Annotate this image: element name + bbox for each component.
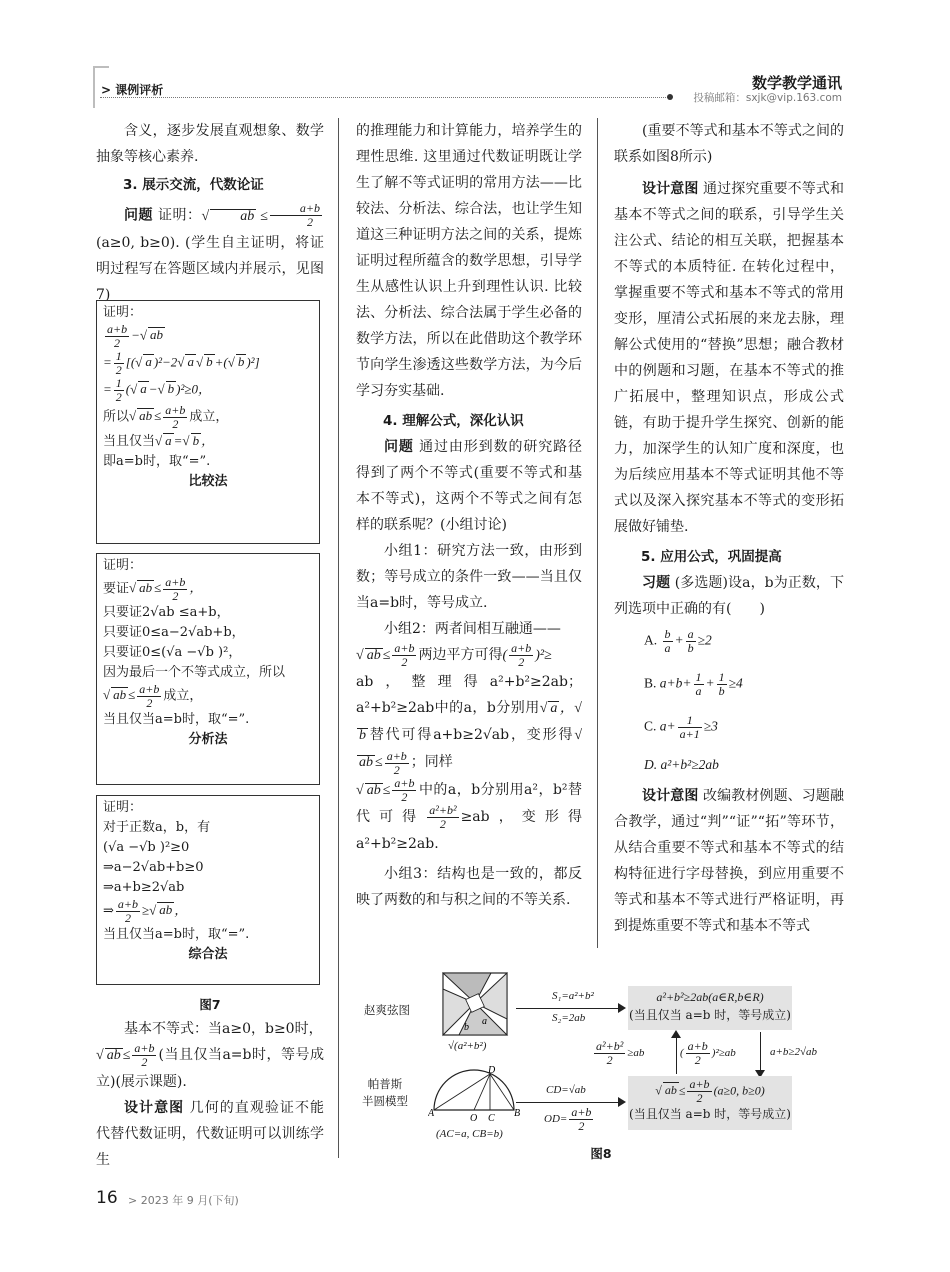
proof-box-comparison: 证明： $\frac{a+b}{2}$ −√ ab = $\frac{1}{2}$ [(√ a )²−2√ a √ b +(√ b )²] = $\frac{1}{2}$ (√ a −√ b )²≥0， 所以√ ab ≤ $\frac{a+b}{2}$ 成立， 当且仅当√ a =√ b ， 即a=b时，取“=”. 比较法 xyxy=(96,300,320,544)
issue-date: > 2023 年 9 月(下旬) xyxy=(128,1194,239,1207)
header-rule-dot xyxy=(667,94,673,100)
svg-text:O: O xyxy=(470,1113,478,1122)
top-arrow-head xyxy=(618,1003,626,1013)
bottom-arrow xyxy=(516,1102,620,1103)
section-4-title: 4. 理解公式，深化认识 xyxy=(383,413,524,429)
svg-text:A: A xyxy=(428,1108,435,1119)
option-d: D. a²+b²≥2ab xyxy=(644,757,719,772)
svg-text:B: B xyxy=(514,1108,521,1119)
intro-text: 含义，逐步发展直观想象、数学抽象等核心素养. xyxy=(96,123,324,165)
problem-label: 问题 xyxy=(124,207,154,224)
middle-transform: ( $\frac{a+b}{2}$ )²≥ab xyxy=(680,1039,736,1067)
column-divider-2 xyxy=(597,118,598,948)
up-arrow-shaft xyxy=(676,1036,677,1074)
basic-inequality-box: √ ab ≤ $\frac{a+b}{2}$ (a≥0, b≥0) (当且仅当 a=b 时，等号成立) xyxy=(628,1076,792,1130)
od-label: OD= $\frac{a+b}{2}$ xyxy=(544,1105,592,1133)
right-transform: a+b≥2√ab xyxy=(770,1046,817,1058)
figure-7-caption: 图7 xyxy=(199,997,221,1012)
submission-email: 投稿邮箱：sxjk@vip.163.com xyxy=(693,92,842,104)
left-transform: $\frac{\text{a²+b²}}{2}$ ≥ab xyxy=(596,1039,645,1067)
svg-text:C: C xyxy=(488,1113,495,1122)
column-3: (重要不等式和基本不等式之间的联系如图8所示) 设计意图 通过探究重要不等式和基本不等式之间的联系，引导学生关注公式、结论的相互关联，把握基本不等式的本质特征. 在转化过程中，掌握重要不等式和基本不等式的常用变形，厘清公式拓展的来龙去脉，理解公式使用的“替换”思想；融合教材中的例题和习题，在基本不等式的推广拓展中，整理知识点，形成公式链，有助于提升学生探究、创新的能力，加深学生的认知广度和深度，也为后续应用基本不等式证明其他不等式以及深入探究基本不等式的变形拓展做好铺垫. 5. 应用公式，巩固提高 习题 (多选题)设a，b为正数，下列选项中正确的有( ) A. $\frac{b}{a}$ + $\frac{a}{b}$ ≥2 B. a+b+ $\frac{1}{a}$ + $\frac{1}{b}$ ≥4 C. a+ $\frac{1}{a+1}$ ≥3 D. a²+b²≥2ab 设计意图 改编教材例题、习题融合教学，通过“判”“证”“拓”等环节，从结合重要不等式和基本不等式的结构特征进行字母替换，到应用重要不等式和基本不等式进行严格证明，再到提炼重要不等式和基本不等式 xyxy=(614,123,845,934)
design-intent-label-1: 设计意图 xyxy=(124,1100,185,1117)
s1-label: S₁=a²+b² xyxy=(552,990,594,1002)
header-column-label: > 课例评析 xyxy=(101,83,164,97)
box1-caption: 比较法 xyxy=(188,474,228,489)
zhao-side-label: √(a²+b²) xyxy=(448,1040,487,1052)
column-1 xyxy=(96,118,324,308)
option-a: A. $\frac{b}{a}$ + $\frac{a}{b}$ ≥2 xyxy=(644,627,712,655)
journal-title: 数学教学通讯 xyxy=(751,74,842,92)
exercise-label: 习题 xyxy=(642,575,671,591)
svg-text:D: D xyxy=(488,1066,496,1076)
column-2: 的推理能力和计算能力，培养学生的理性思维. 这里通过代数证明既让学生了解不等式证明的常用方法——比较法、分析法、综合法，也让学生知道这三种证明方法之间的关系，提炼证明过程所蕴含的数学思想，引导学生从感性认识上升到理性认识. 比较法、分析法、综合法属于学生必备的数学方法，所以在此借助这个教学环节向学生渗透这些数学方法，为今后学习夯实基础. 4. 理解公式，深化认识 问题 通过由形到数的研究路径得到了两个不等式(重要不等式和基本不等式)，这两个不等式之间有怎样的联系呢？(小组讨论) 小组1：研究方法一致，由形到数；等号成立的条件一致——当且仅当a=b时，等号成立. 小组2：两者间相互融通—— √ ab ≤ $\frac{a+b}{2}$ 两边平方可得( $\frac{a+b}{2}$ )²≥ ab，整理得a²+b²≥2ab；a²+b²≥2ab中的a，b分别用√ a ，√b 替代可得a+b≥2√ab，变形得√ab ≤ $\frac{a+b}{2}$ ；同样 √ ab ≤ $\frac{a+b}{2}$ 中的a，b分别用a²，b²替代可得 $\frac{\text{a²+b²}}{2}$ ≥ab，变形得a²+b²≥2ab. 小组3：结构也是一致的，都反映了两数的和与积之间的不等关系. xyxy=(356,123,583,909)
svg-text:b: b xyxy=(464,1022,469,1033)
problem-statement: 问题 证明：√ ab ≤ $\frac{a+b}{2}$ (a≥0, b≥0). (学生自主证明，将证明过程写在答题区域内并展示，见图7) xyxy=(96,201,324,303)
up-arrow-head xyxy=(671,1030,681,1038)
proof-box-analysis: 证明： 要证√ ab ≤ $\frac{a+b}{2}$ ， 只要证2√ab ≤a+b， 只要证0≤a−2√ab+b， 只要证0≤(√a −√b )²， 因为最后一个不等式成立，所以 √ ab ≤ $\frac{a+b}{2}$ 成立， 当且仅当a=b时，取“=”. 分析法 xyxy=(96,553,320,785)
top-arrow xyxy=(516,1008,620,1009)
label-pappus: 帕普斯 半圆模型 xyxy=(362,1077,408,1108)
important-inequality-box: a²+b²≥2ab(a∈R,b∈R) (当且仅当 a=b 时，等号成立) xyxy=(628,986,792,1030)
s2-label: S₂=2ab xyxy=(552,1012,586,1024)
box2-caption: 分析法 xyxy=(188,732,228,747)
design-intent-label-2: 设计意图 xyxy=(642,181,699,197)
section-5-title: 5. 应用公式，巩固提高 xyxy=(641,549,782,565)
option-c: C. a+ $\frac{1}{a+1}$ ≥3 xyxy=(644,713,718,741)
page-number: 16 xyxy=(96,1188,118,1208)
label-zhao-shuang: 赵爽弦图 xyxy=(364,1003,410,1017)
section-3-title: 3. 展示交流，代数论证 xyxy=(123,177,264,193)
column-1-bottom: 基本不等式：当a≥0，b≥0时， √ ab ≤ $\frac{a+b}{2}$ (当且仅当a=b时，等号成立)(展示课题). 设计意图 几何的直观验证不能代替代数证明，代数证明可以训练学生 xyxy=(96,1021,325,1169)
svg-text:a: a xyxy=(482,1016,487,1027)
bottom-arrow-head xyxy=(618,1097,626,1107)
design-intent-label-3: 设计意图 xyxy=(642,788,699,804)
column-divider-1 xyxy=(338,118,339,1158)
question-label: 问题 xyxy=(384,439,414,455)
figure-8-caption: 图8 xyxy=(590,1146,612,1161)
zhao-shuang-diagram xyxy=(442,972,510,1038)
box3-caption: 综合法 xyxy=(188,947,228,962)
header-rule xyxy=(100,97,670,98)
cd-label: CD=√ab xyxy=(546,1084,586,1096)
figure-8 xyxy=(356,972,846,1162)
down-arrow-shaft xyxy=(760,1032,761,1070)
pappus-semicircle-diagram xyxy=(428,1066,522,1122)
pappus-definition: (AC=a, CB=b) xyxy=(436,1128,503,1140)
option-b: B. a+b+ $\frac{1}{a}$ + $\frac{1}{b}$ ≥4 xyxy=(644,670,743,698)
proof-box-synthesis: 证明： 对于正数a，b，有 (√a −√b )²≥0 ⇒a−2√ab+b≥0 ⇒a+b≥2√ab ⇒ $\frac{a+b}{2}$ ≥√ ab ， 当且仅当a=b时，取“=”. 综合法 xyxy=(96,795,320,985)
